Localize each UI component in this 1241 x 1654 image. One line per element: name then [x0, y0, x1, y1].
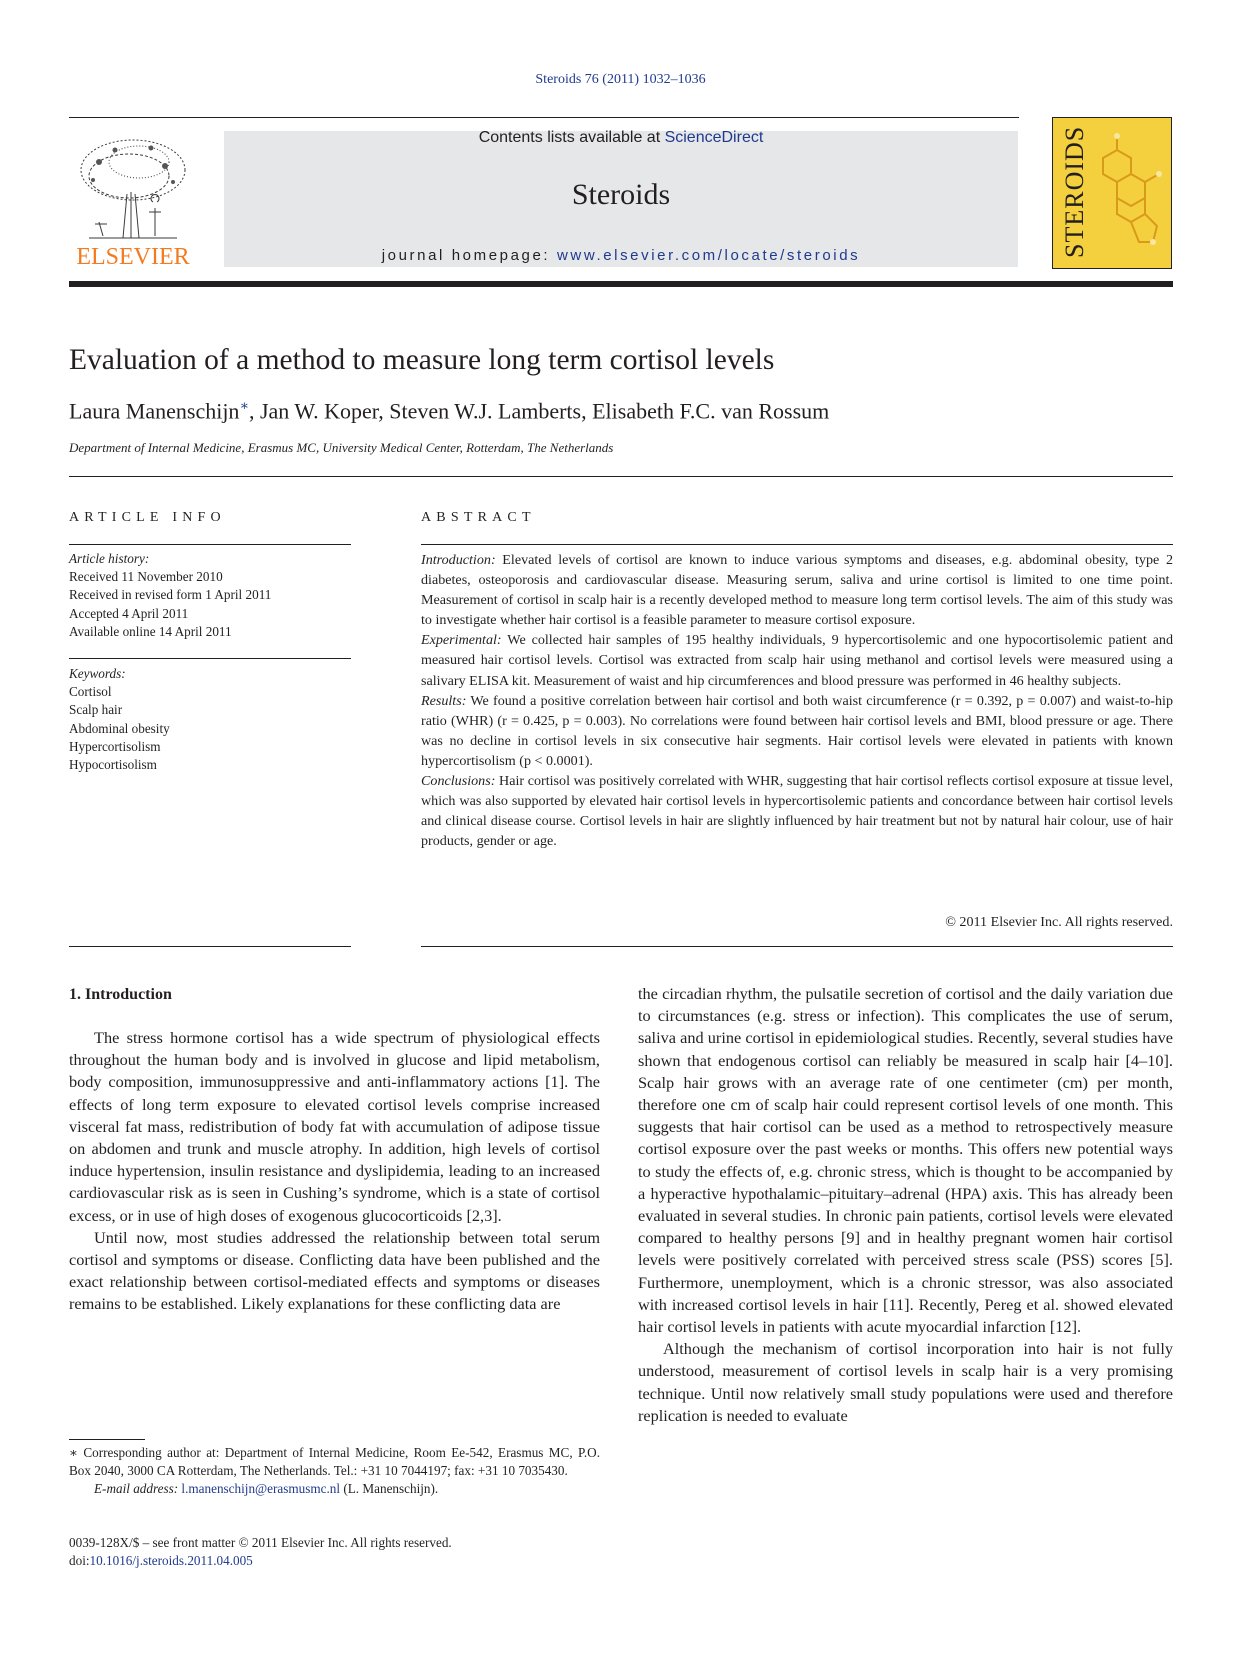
front-matter [69, 1534, 600, 1570]
contents-prefix: Contents lists available at [478, 129, 665, 146]
article-info-rule [69, 946, 351, 947]
history-item: Accepted 4 April 2011 [69, 605, 189, 621]
abstract-conclusions [421, 771, 1173, 851]
elsevier-wordmark: ELSEVIER [76, 244, 190, 270]
email-link[interactable]: l.manenschijn@erasmusmc.nl [181, 1481, 341, 1497]
abstract-introduction [421, 550, 1173, 630]
doi-prefix: doi: [69, 1553, 90, 1569]
keyword-item: Hypercortisolism [69, 738, 161, 754]
body-column-left [69, 1027, 600, 1316]
abstract-text: We found a positive correlation between hair cortisol and both waist circumference (r = 0.392, p = 0.007) and waist-to-hip ratio (WHR) (r = 0.425, p = 0.003). No correlations were found between hair cortisol levels and BMI, blood pressure or age. There was no decline in cortisol levels in six consecutive hair segments. Hair cortisol levels were elevated in patients with known hypercortisolism (p < 0.0001). [421, 692, 1173, 769]
elsevier-tree-icon [69, 132, 197, 272]
elsevier-logo [69, 132, 197, 272]
keyword-item: Scalp hair [69, 702, 123, 718]
abstract-copyright: © 2011 Elsevier Inc. All rights reserved. [945, 914, 1173, 930]
abstract-results [421, 691, 1173, 771]
abstract-heading: ABSTRACT [421, 510, 536, 525]
corresponding-author-footnote [69, 1444, 600, 1499]
email-suffix: (L. Manenschijn). [340, 1481, 439, 1497]
abstract-experimental [421, 630, 1173, 690]
affiliation-rule [69, 476, 1173, 477]
article-info-rule [69, 658, 351, 659]
section-heading: 1. Introduction [69, 986, 172, 1003]
email-label: E-mail address: [94, 1481, 182, 1497]
abstract-text: We collected hair samples of 195 healthy individuals, 9 hypercortisolemic and one hypocortisolemic patient and measured hair cortisol levels. Cortisol was extracted from scalp hair using methanol and cortisol levels were measured using a salivary ELISA kit. Measurement of waist and hip circumferences and blood pressure was performed in 46 healthy subjects. [421, 632, 1173, 689]
journal-title: Steroids [571, 178, 671, 211]
article-info-heading: ARTICLE INFO [69, 510, 226, 525]
keywords-label: Keywords: [69, 666, 126, 681]
body-paragraph: Until now, most studies addressed the relationship between total serum cortisol and symptoms or disease. Conflicting data have been published and the exact relationship between cortisol-mediated effects and symptoms or diseases remains to be established. Likely explanations for these conflicting data are [69, 1227, 600, 1314]
keyword-item: Abdominal obesity [69, 720, 170, 736]
history-item: Received in revised form 1 April 2011 [69, 587, 272, 603]
abstract-rule [421, 946, 1173, 947]
keyword-item: Hypocortisolism [69, 757, 157, 773]
journal-cover [1052, 117, 1172, 269]
abstract-label: Introduction: [421, 552, 496, 568]
abstract-text: Elevated levels of cortisol are known to induce various symptoms and diseases, e.g. abdominal obesity, type 2 diabetes, osteoporosis and cardiovascular disease. Measuring serum, saliva and urine cortisol is limited to one time point. Measurement of cortisol in scalp hair is a recently developed method to measure long term cortisol levels. The aim of this study was to investigate whether hair cortisol is a feasible parameter to measure cortisol exposure. [421, 552, 1173, 629]
issn-line: 0039-128X/$ – see front matter © 2011 Elsevier Inc. All rights reserved. [69, 1535, 452, 1550]
footnote-text: Corresponding author at: Department of Internal Medicine, Room Ee-542, Erasmus MC, P.O. Box 2040, 3000 CA Rotterdam, The Netherlands. Tel.: +31 10 7044197; fax: +31 10 7035430. [69, 1445, 600, 1479]
abstract-text: Hair cortisol was positively correlated with WHR, suggesting that hair cortisol reflects cortisol exposure at tissue level, which was also supported by elevated hair cortisol levels in hypercortisolemic patients and concordance between hair cortisol levels and clinical disease course. Cortisol levels in hair are slightly influenced by hair treatment but not by natural hair colour, use of hair products, gender or age. [421, 773, 1173, 850]
footnote-marker: ∗ [69, 1445, 78, 1460]
abstract-label: Experimental: [421, 632, 502, 649]
history-item: Available online 14 April 2011 [69, 623, 232, 639]
journal-homepage [224, 247, 1018, 264]
abstract-rule [421, 544, 1173, 545]
article-history [69, 550, 351, 641]
molecule-cover-icon [1053, 118, 1171, 268]
article-info-rule [69, 544, 351, 545]
author-list [69, 398, 829, 424]
homepage-prefix: journal homepage: [381, 247, 557, 264]
history-label: Article history: [69, 551, 150, 566]
corresponding-author-marker[interactable]: ∗ [239, 399, 249, 414]
header-thick-rule [69, 281, 1173, 287]
body-paragraph: The stress hormone cortisol has a wide spectrum of physiological effects throughout the human body and is involved in glucose and lipid metabolism, body composition, immunosuppressive and anti-inflammatory actions [1]. The effects of long term exposure to elevated cortisol levels comprise increased visceral fat mass, redistribution of body fat with accumulation of adipose tissue on abdomen and trunk and muscle atrophy. In addition, high levels of cortisol induce hypertension, insulin resistance and dyslipidemia, leading to an increased cardiovascular risk as is seen in Cushing’s syndrome, which is a state of cortisol excess, or in use of high doses of exogenous glucocorticoids [2,3]. [69, 1028, 600, 1225]
header-rule [69, 117, 1019, 118]
article-title: Evaluation of a method to measure long term cortisol levels [69, 344, 775, 376]
first-author: Laura Manenschijn [69, 398, 240, 424]
abstract-label: Results: [421, 692, 467, 709]
footnote-rule [69, 1439, 145, 1440]
history-item: Received 11 November 2010 [69, 569, 223, 585]
body-paragraph: Although the mechanism of cortisol incorporation into hair is not fully understood, measurement of cortisol levels in scalp hair is a very promising technique. Until now relatively small study populations were used and therefore replication is needed to evaluate [638, 1339, 1173, 1425]
body-column-right [638, 983, 1173, 1427]
other-authors: , Jan W. Koper, Steven W.J. Lamberts, Elisabeth F.C. van Rossum [248, 398, 830, 424]
abstract-body [421, 550, 1173, 851]
abstract-label: Conclusions: [421, 773, 496, 790]
keyword-item: Cortisol [69, 684, 112, 700]
journal-citation[interactable]: Steroids 76 (2011) 1032–1036 [535, 72, 706, 87]
body-paragraph: the circadian rhythm, the pulsatile secretion of cortisol and the daily variation due to circumstances (e.g. stress or infection). This complicates the use of serum, saliva and urine cortisol in epidemiological studies. Recently, several studies have shown that endogenous cortisol can reliably be measured in scalp hair [4–10]. Scalp hair grows with an average rate of one centimeter (cm) per month, therefore one cm of scalp hair could represent cortisol levels of one month. This suggests that hair cortisol can be used as a method to retrospectively measure cortisol exposure over the past weeks or months. This offers new potential ways to study the effects of, e.g. chronic stress, which is thought to be accompanied by a hyperactive hypothalamic–pituitary–adrenal (HPA) axis. This has already been evaluated in several studies. In chronic pain patients, cortisol levels were elevated compared to healthy persons [9] and in healthy pregnant women hair cortisol levels were positively correlated with perceived stress scale (PSS) scores [5]. Furthermore, unemployment, which is a chronic stressor, was also associated with increased cortisol levels in hair [11]. Recently, Pereg et al. showed elevated hair cortisol levels in patients with acute myocardial infarction [12]. [638, 984, 1173, 1337]
keywords [69, 665, 351, 774]
sciencedirect-link[interactable]: ScienceDirect [664, 129, 764, 146]
homepage-link[interactable]: www.elsevier.com/locate/steroids [556, 247, 861, 264]
contents-line [224, 129, 1018, 147]
affiliation: Department of Internal Medicine, Erasmus MC, University Medical Center, Rotterdam, The Netherlands [69, 440, 614, 455]
cover-title: STEROIDS [1060, 125, 1089, 258]
doi-link[interactable]: 10.1016/j.steroids.2011.04.005 [89, 1553, 253, 1569]
